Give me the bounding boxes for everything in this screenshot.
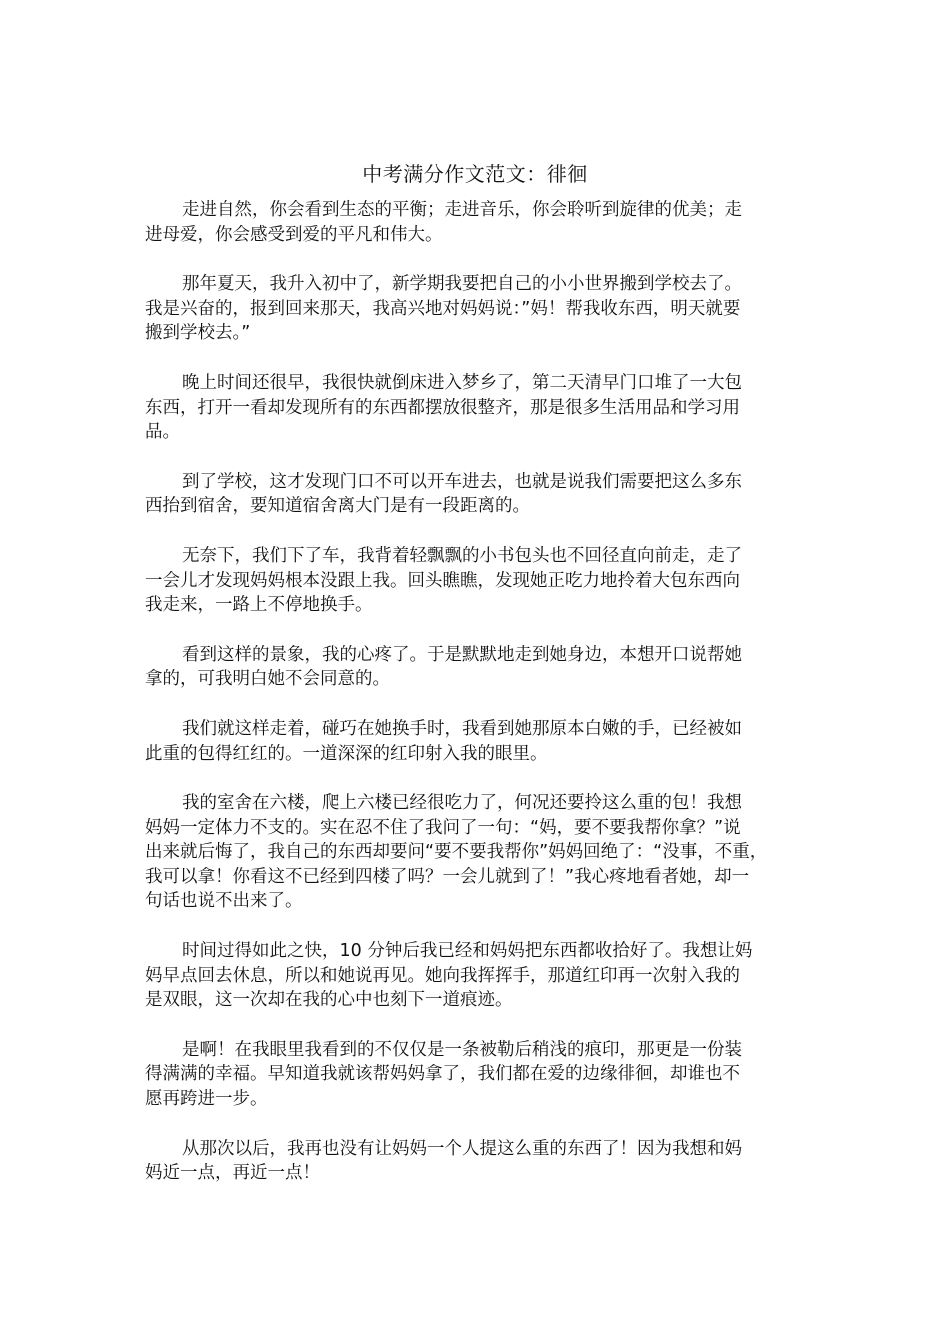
paragraph-4: 到了学校，这才发现门口不可以开车进去，也就是说我们需要把这么多东 西抬到宿舍，要知道宿舍离大门是有一段距离的。 bbox=[145, 471, 742, 517]
paragraph-6: 看到这样的景象，我的心疼了。于是默默地走到她身边，本想开口说帮她 拿的，可我明白她不会同意的。 bbox=[145, 644, 742, 690]
paragraph-10: 是啊！在我眼里我看到的不仅仅是一条被勒后稍浅的痕印，那更是一份装 得满满的幸福。早知道我就该帮妈妈拿了，我们都在爱的边缘徘徊，却谁也不 愿再跨进一步。 bbox=[145, 1039, 742, 1110]
paragraph-9: 时间过得如此之快，10 分钟后我已经和妈妈把东西都收拾好了。我想让妈 妈早点回去休息，所以和她说再见。她向我挥挥手，那道红印再一次射入我的 是双眼，这一次却在我的心中也刻下一道痕迹。 bbox=[145, 941, 753, 1011]
paragraph-2: 那年夏天，我升入初中了，新学期我要把自己的小小世界搬到学校去了。 我是兴奋的，报到回来那天，我高兴地对妈妈说：”妈！帮我收东西，明天就要 搬到学校去。” bbox=[145, 274, 742, 344]
document-title: 中考满分作文范文：徘徊 bbox=[362, 162, 588, 186]
paragraph-8: 我的室舍在六楼，爬上六楼已经很吃力了，何况还要拎这么重的包！我想 妈妈一定体力不支的。实在忍不住了我问了一句：“妈，要不要我帮你拿？”说 出来就后悔了，我自己的东西却要问“要不要我帮你”妈妈回绝了：“没事，不重， 我可以拿！你看这不已经到四楼了吗？一会儿就到了！”我心疼地看者她，却一 句话也说不出来了。 bbox=[145, 793, 768, 912]
paragraph-11: 从那次以后，我再也没有让妈妈一个人提这么重的东西了！因为我想和妈 妈近一点，再近一点！ bbox=[145, 1138, 742, 1184]
paragraph-7: 我们就这样走着，碰巧在她换手时，我看到她那原本白嫩的手，已经被如 此重的包得红红的。一道深深的红印射入我的眼里。 bbox=[145, 718, 742, 764]
document-body bbox=[145, 198, 805, 1211]
paragraph-5: 无奈下，我们下了车，我背着轻飘飘的小书包头也不回径直向前走，走了 一会儿才发现妈妈根本没跟上我。回头瞧瞧，发现她正吃力地拎着大包东西向 我走来，一路上不停地换手。 bbox=[145, 545, 742, 616]
paragraph-3: 晚上时间还很早，我很快就倒床进入梦乡了，第二天清早门口堆了一大包 东西，打开一看却发现所有的东西都摆放很整齐，那是很多生活用品和学习用 品。 bbox=[145, 372, 742, 443]
paragraph-1: 走进自然，你会看到生态的平衡；走进音乐，你会聆听到旋律的优美；走 进母爱，你会感受到爱的平凡和伟大。 bbox=[145, 200, 742, 245]
